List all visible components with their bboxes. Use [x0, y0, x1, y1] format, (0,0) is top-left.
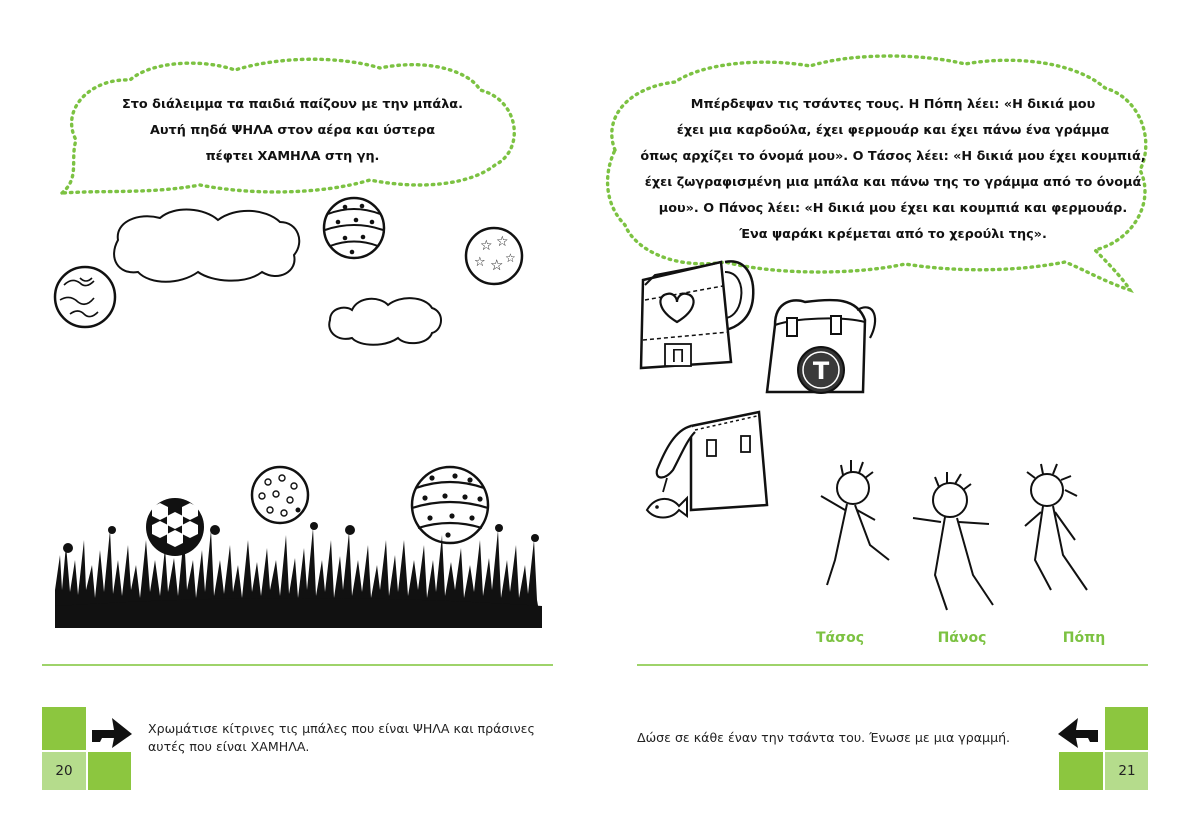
name-label-tasos: Τάσος: [816, 630, 864, 646]
bag-heart: [641, 261, 753, 368]
right-bubble-line: Ένα ψαράκι κρέμεται από το χερούλι της».: [739, 227, 1047, 242]
ball-striped-large: [412, 467, 488, 543]
svg-text:☆: ☆: [505, 251, 516, 265]
ball-wavy: [55, 267, 115, 327]
name-label-panos: Πάνος: [937, 630, 987, 646]
instruction-line: αυτές που είναι ΧΑΜΗΛΑ.: [148, 739, 310, 754]
right-page: [595, 0, 1190, 822]
instruction-line: Χρωμάτισε κίτρινες τις μπάλες που είναι ΨΗΛΑ και πράσινες: [148, 721, 535, 736]
right-bubble-line: έχει μια καρδούλα, έχει φερμουάρ και έχει πάνω ένα γράμμα: [676, 123, 1110, 138]
ball-hexagons: [146, 498, 204, 556]
left-bubble-text: [90, 92, 495, 170]
svg-text:☆: ☆: [496, 234, 509, 250]
right-bubble-text: [637, 92, 1149, 248]
cloud-small: [329, 298, 441, 345]
left-bubble-line: πέφτει ΧΑΜΗΛΑ στη γη.: [205, 149, 380, 164]
child-panos: [913, 472, 993, 610]
bag-letter-p: Π: [671, 346, 685, 367]
ball-stars: [466, 228, 522, 284]
svg-text:☆: ☆: [490, 256, 504, 274]
ball-rings: [252, 467, 308, 523]
bag-fish: [647, 412, 767, 518]
right-bubble-line: έχει ζωγραφισμένη μια μπάλα και πάνω της το γράμμα από το όνομά: [644, 175, 1142, 190]
child-popi: [1025, 464, 1087, 590]
name-label-popi: Πόπη: [1062, 630, 1106, 646]
arrow-left-icon: [1058, 718, 1098, 748]
page-number-left: 20: [55, 763, 73, 779]
right-bubble-line: Μπέρδεψαν τις τσάντες τους. Η Πόπη λέει: «Η δικιά μου: [690, 97, 1096, 112]
left-bubble-line: Στο διάλειμμα τα παιδιά παίζουν με την μπάλα.: [122, 97, 463, 112]
child-tasos: [821, 460, 889, 585]
left-bubble-line: Αυτή πηδά ΨΗΛΑ στον αέρα και ύστερα: [150, 123, 435, 138]
instruction-left: [148, 720, 578, 756]
page-number-right: 21: [1118, 763, 1136, 779]
arrow-right-icon: [92, 718, 132, 748]
right-bubble-line: όπως αρχίζει το όνομά μου». Ο Τάσος λέει: «Η δικιά μου έχει κουμπιά,: [640, 149, 1146, 164]
svg-text:☆: ☆: [474, 255, 486, 270]
instruction-right: Δώσε σε κάθε έναν την τσάντα του. Ένωσε με μια γραμμή.: [637, 730, 1011, 745]
bag-letter-t: T: [812, 357, 830, 385]
cloud-large: [114, 210, 299, 282]
divider-line-right: [637, 664, 1148, 666]
divider-line-left: [42, 664, 553, 666]
svg-text:☆: ☆: [480, 238, 493, 254]
ball-striped-top: [324, 198, 384, 258]
right-bubble-line: μου». Ο Πάνος λέει: «Η δικιά μου έχει και κουμπιά και φερμουάρ.: [658, 201, 1128, 216]
